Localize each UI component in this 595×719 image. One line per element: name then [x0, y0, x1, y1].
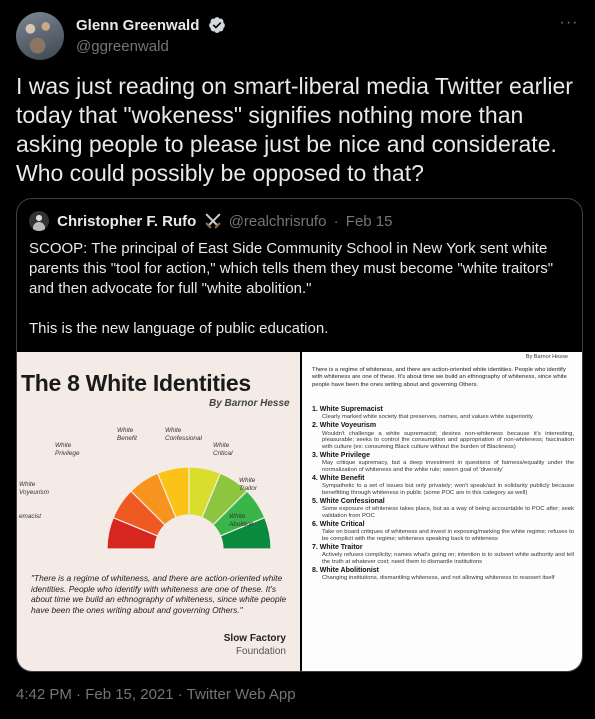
list-byline: By Barnor Hesse [525, 354, 568, 360]
image-title: The 8 White Identities [21, 370, 251, 396]
media-image-gauge[interactable] [17, 352, 300, 672]
gauge-label: White [229, 513, 246, 520]
identity-item-desc: Actively refuses complicity; names what's going on; intention is to subvert white authority and tell the truth at whatever cost; need them to dismantle institutions [322, 552, 574, 566]
identity-item-desc: Clearly marked white society that preserves, names, and values white superiority [322, 414, 533, 421]
media-image-list[interactable] [302, 352, 583, 672]
identity-item-title: 1. White Supremacist [312, 406, 383, 413]
quoted-paragraph-2: This is the new language of public education. [29, 320, 329, 337]
author-avatar[interactable] [16, 12, 64, 60]
image-quote: "There is a regime of whiteness, and there are action-oriented white identities. People who identify with whiteness are one of these. It's about time we build an ethnography of whiteness, since white people have been the ones writing about and governing Others." [31, 573, 287, 615]
identity-item-title: 5. White Confessional [312, 498, 385, 505]
identity-item-title: 2. White Voyeurism [312, 422, 377, 430]
list-intro: There is a regime of whiteness, and there are action-oriented white identities. People who identify with whiteness are one of these. It's about time we build an ethnography of whiteness, since white people have been the ones writing about and governing Others. [312, 367, 567, 388]
identity-list-item [312, 498, 574, 520]
identity-item-desc: Some exposure of whiteness takes place, but as a way of being accountable to POC after; seek validation from POC [322, 506, 574, 520]
identity-gauge [17, 424, 300, 564]
quoted-tweet-text [29, 239, 569, 339]
identity-item-desc: Sympathetic to a set of issues but only privately; won't speak/act in solidarity publicly because benefitting through whiteness in public (some POC are in this category as well) [322, 483, 574, 497]
quoted-author-display-name: Christopher F. Rufo [57, 212, 197, 230]
brand-name: Slow Factory [223, 633, 286, 644]
verified-badge-icon [208, 16, 226, 34]
tweet-header [16, 12, 579, 60]
gauge-label: White [19, 481, 36, 488]
gauge-label: White [239, 477, 256, 484]
gauge-label: Critical [213, 450, 233, 457]
author-info [76, 16, 226, 55]
author-display-name[interactable]: Glenn Greenwald [76, 16, 200, 34]
quoted-tweet[interactable] [16, 198, 583, 672]
author-handle[interactable]: @ggreenwald [76, 38, 169, 56]
identity-list-item [312, 406, 574, 421]
identity-list-item [312, 452, 574, 474]
gauge-label: Privilege [55, 450, 80, 457]
brand-subtitle: Foundation [235, 646, 286, 657]
gauge-label: White [213, 442, 230, 449]
gauge-label: Traitor [239, 485, 257, 492]
identity-item-desc: Changing institutions, dismantling whiteness, and not allowing whiteness to reassert itself [322, 575, 555, 582]
quoted-tweet-header [29, 211, 393, 231]
gauge-label: emacist [19, 513, 42, 520]
separator-dot: · [333, 212, 339, 230]
quoted-paragraph-1: SCOOP: The principal of East Side Community School in New York sent white parents this "tool for action," which tells them they must become "white traitors" and then advocate for full "white abolition." [29, 240, 554, 297]
gauge-label: Benefit [117, 435, 137, 442]
identity-item-title: 6. White Critical [312, 521, 365, 528]
image-byline: By Barnor Hesse [209, 398, 290, 409]
gauge-label: Abolition [229, 521, 254, 528]
quoted-author-avatar [29, 211, 49, 231]
quoted-author-handle: @realchrisrufo [228, 212, 327, 230]
gauge-label: White [165, 427, 182, 434]
identity-item-desc: Wouldn't challenge a white supremacist; desires non-whiteness because it's interesting, pleasurable; seeks to control the consumption and appropriation of non-whiteness; fascination with culture (ex: consuming Black culture without the burden of Blackness) [322, 430, 574, 451]
identity-list-item [312, 422, 574, 451]
identity-list-item [312, 475, 574, 497]
identity-item-title: 7. White Traitor [312, 544, 363, 551]
identity-list-item [312, 521, 574, 543]
identity-list-item [312, 544, 574, 566]
identity-item-title: 3. White Privilege [312, 452, 370, 459]
quoted-tweet-date: Feb 15 [345, 212, 393, 230]
gauge-label: White [117, 427, 134, 434]
more-options-icon[interactable]: ··· [559, 14, 579, 31]
identity-list [312, 406, 574, 583]
quoted-tweet-media [17, 352, 583, 672]
identity-item-title: 8. White Abolitionist [312, 567, 380, 574]
identity-item-desc: Take on board critiques of whiteness and invest in exposing/marking the white regime; refuses to be complicit with the regime; whiteness speaking back to whiteness [322, 529, 574, 543]
tweet-text: I was just reading on smart-liberal media Twitter earlier today that "wokeness" signifies nothing more than asking people to please just be nice and considerate. Who could possibly be opposed to that? [16, 73, 580, 186]
identity-item-desc: May critique supremacy, but a deep investment in questions of fairness/equality under the normalization of whiteness and the white rule; sworn goal of 'diversity' [322, 460, 574, 474]
tweet-metadata: 4:42 PM · Feb 15, 2021 · Twitter Web App [16, 686, 296, 703]
gauge-label: Confessional [165, 435, 202, 442]
gauge-label: Voyeurism [19, 489, 49, 496]
crossed-swords-icon [204, 212, 222, 230]
identity-list-item [312, 567, 574, 582]
gauge-label: White [55, 442, 72, 449]
identity-item-title: 4. White Benefit [312, 475, 365, 482]
